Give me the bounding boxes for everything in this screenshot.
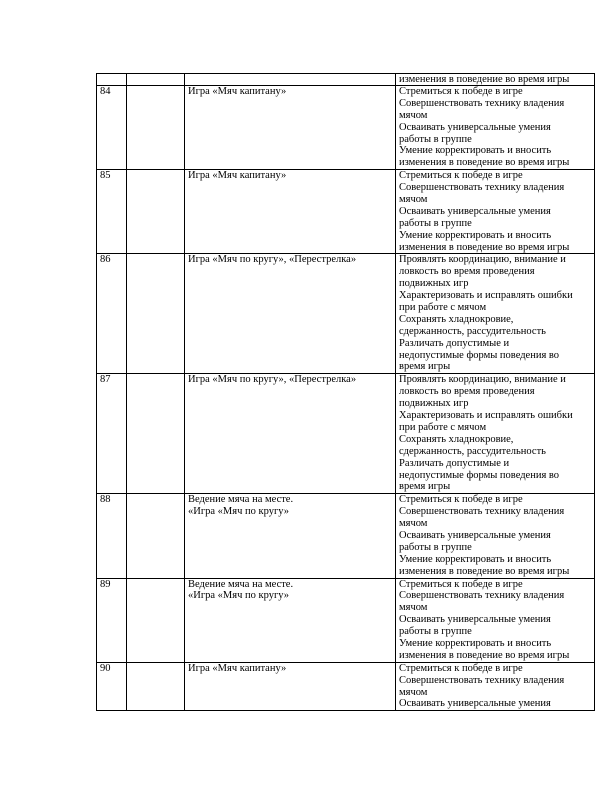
result-line: Осваивать универсальные умения: [399, 529, 551, 541]
result-line: Совершенствовать технику владения: [399, 182, 565, 194]
result-line: мячом: [399, 518, 428, 530]
lesson-date-cell: [127, 254, 185, 374]
result-line: Умение корректировать и вносить: [399, 229, 552, 241]
lesson-result-cell: [396, 86, 595, 170]
table-row: [97, 374, 595, 494]
result-line: работы в группе: [399, 541, 472, 553]
lesson-number-cell: 90: [97, 662, 127, 711]
topic-line: Игра «Мяч капитану»: [188, 86, 287, 97]
lesson-plan-table: [96, 73, 595, 711]
lesson-result-cell: [396, 662, 595, 711]
lesson-plan-table-body: [97, 74, 595, 711]
result-line: изменения в поведение во время игры: [399, 649, 570, 661]
lesson-result-cell: [396, 254, 595, 374]
result-line: Осваивать универсальные умения: [399, 121, 551, 133]
lesson-result-cell: [396, 170, 595, 254]
result-line: при работе с мячом: [399, 302, 487, 314]
lesson-result-cell: [396, 374, 595, 494]
lesson-topic-cell: [185, 170, 396, 254]
result-line: Сохранять хладнокровие,: [399, 433, 514, 445]
result-line: Стремиться к победе в игре: [399, 86, 523, 97]
lesson-result-cell: [396, 578, 595, 662]
result-line: изменения в поведение во время игры: [399, 74, 570, 85]
result-line: работы в группе: [399, 626, 472, 638]
result-line: сдержанность, рассудительность: [399, 445, 546, 457]
result-line: Умение корректировать и вносить: [399, 553, 552, 565]
lesson-date-cell: [127, 74, 185, 86]
result-line: мячом: [399, 602, 428, 614]
result-line: мячом: [399, 109, 428, 121]
result-line: Стремиться к победе в игре: [399, 494, 523, 506]
result-line: Различать допустимые и: [399, 457, 510, 469]
result-line: Совершенствовать технику владения: [399, 674, 565, 686]
result-line: изменения в поведение во время игры: [399, 565, 570, 577]
table-row: [97, 254, 595, 374]
table-row: [97, 170, 595, 254]
table-row-continued: [97, 74, 595, 86]
lesson-result-cell: [396, 74, 595, 86]
topic-line: Игра «Мяч капитану»: [188, 170, 287, 182]
result-line: недопустимые формы поведения во: [399, 349, 560, 361]
result-line: мячом: [399, 194, 428, 206]
topic-line: «Игра «Мяч по кругу»: [188, 590, 290, 602]
table-row: [97, 662, 595, 711]
lesson-topic-cell: [185, 86, 396, 170]
lesson-number-cell: [97, 74, 127, 86]
lesson-topic-cell: [185, 254, 396, 374]
topic-line: Ведение мяча на месте.: [188, 578, 294, 590]
topic-line: Игра «Мяч капитану»: [188, 662, 287, 674]
result-line: Проявлять координацию, внимание и: [399, 254, 566, 266]
result-line: время игры: [399, 481, 451, 493]
result-line: подвижных игр: [399, 278, 469, 290]
result-line: работы в группе: [399, 133, 472, 145]
result-line: сдержанность, рассудительность: [399, 325, 546, 337]
result-line: Осваивать универсальные умения: [399, 205, 551, 217]
result-line: Умение корректировать и вносить: [399, 637, 552, 649]
lesson-date-cell: [127, 86, 185, 170]
result-line: Стремиться к победе в игре: [399, 578, 523, 590]
table-row: [97, 494, 595, 578]
result-line: Совершенствовать технику владения: [399, 506, 565, 518]
result-line: изменения в поведение во время игры: [399, 241, 570, 253]
lesson-date-cell: [127, 578, 185, 662]
lesson-number-cell: 87: [97, 374, 127, 494]
lesson-date-cell: [127, 494, 185, 578]
result-line: Совершенствовать технику владения: [399, 590, 565, 602]
result-line: ловкость во время проведения: [399, 386, 535, 398]
result-line: работы в группе: [399, 217, 472, 229]
result-line: Стремиться к победе в игре: [399, 170, 523, 182]
result-line: ловкость во время проведения: [399, 266, 535, 278]
topic-line: «Игра «Мяч по кругу»: [188, 506, 290, 518]
lesson-topic-cell: [185, 494, 396, 578]
result-line: Характеризовать и исправлять ошибки: [399, 410, 573, 422]
topic-line: Игра «Мяч по кругу», «Перестрелка»: [188, 374, 357, 386]
lesson-topic-cell: [185, 374, 396, 494]
result-line: при работе с мячом: [399, 421, 487, 433]
topic-line: Игра «Мяч по кругу», «Перестрелка»: [188, 254, 357, 266]
table-row: [97, 86, 595, 170]
result-line: Умение корректировать и вносить: [399, 145, 552, 157]
table-row: [97, 578, 595, 662]
result-line: изменения в поведение во время игры: [399, 157, 570, 169]
lesson-number-cell: 89: [97, 578, 127, 662]
lesson-result-cell: [396, 494, 595, 578]
result-line: недопустимые формы поведения во: [399, 469, 560, 481]
result-line: Стремиться к победе в игре: [399, 662, 523, 674]
result-line: подвижных игр: [399, 398, 469, 410]
result-line: Совершенствовать технику владения: [399, 97, 565, 109]
result-line: Проявлять координацию, внимание и: [399, 374, 566, 386]
topic-line: Ведение мяча на месте.: [188, 494, 294, 506]
lesson-topic-cell: [185, 578, 396, 662]
result-line: Характеризовать и исправлять ошибки: [399, 290, 573, 302]
lesson-date-cell: [127, 170, 185, 254]
lesson-date-cell: [127, 662, 185, 711]
result-line: Осваивать универсальные умения: [399, 698, 551, 710]
lesson-number-cell: 88: [97, 494, 127, 578]
lesson-topic-cell: [185, 662, 396, 711]
lesson-topic-cell: [185, 74, 396, 86]
result-line: время игры: [399, 361, 451, 373]
result-line: Сохранять хладнокровие,: [399, 313, 514, 325]
result-line: Осваивать универсальные умения: [399, 614, 551, 626]
lesson-date-cell: [127, 374, 185, 494]
lesson-number-cell: 85: [97, 170, 127, 254]
result-line: Различать допустимые и: [399, 337, 510, 349]
lesson-number-cell: 86: [97, 254, 127, 374]
result-line: мячом: [399, 686, 428, 698]
lesson-number-cell: 84: [97, 86, 127, 170]
